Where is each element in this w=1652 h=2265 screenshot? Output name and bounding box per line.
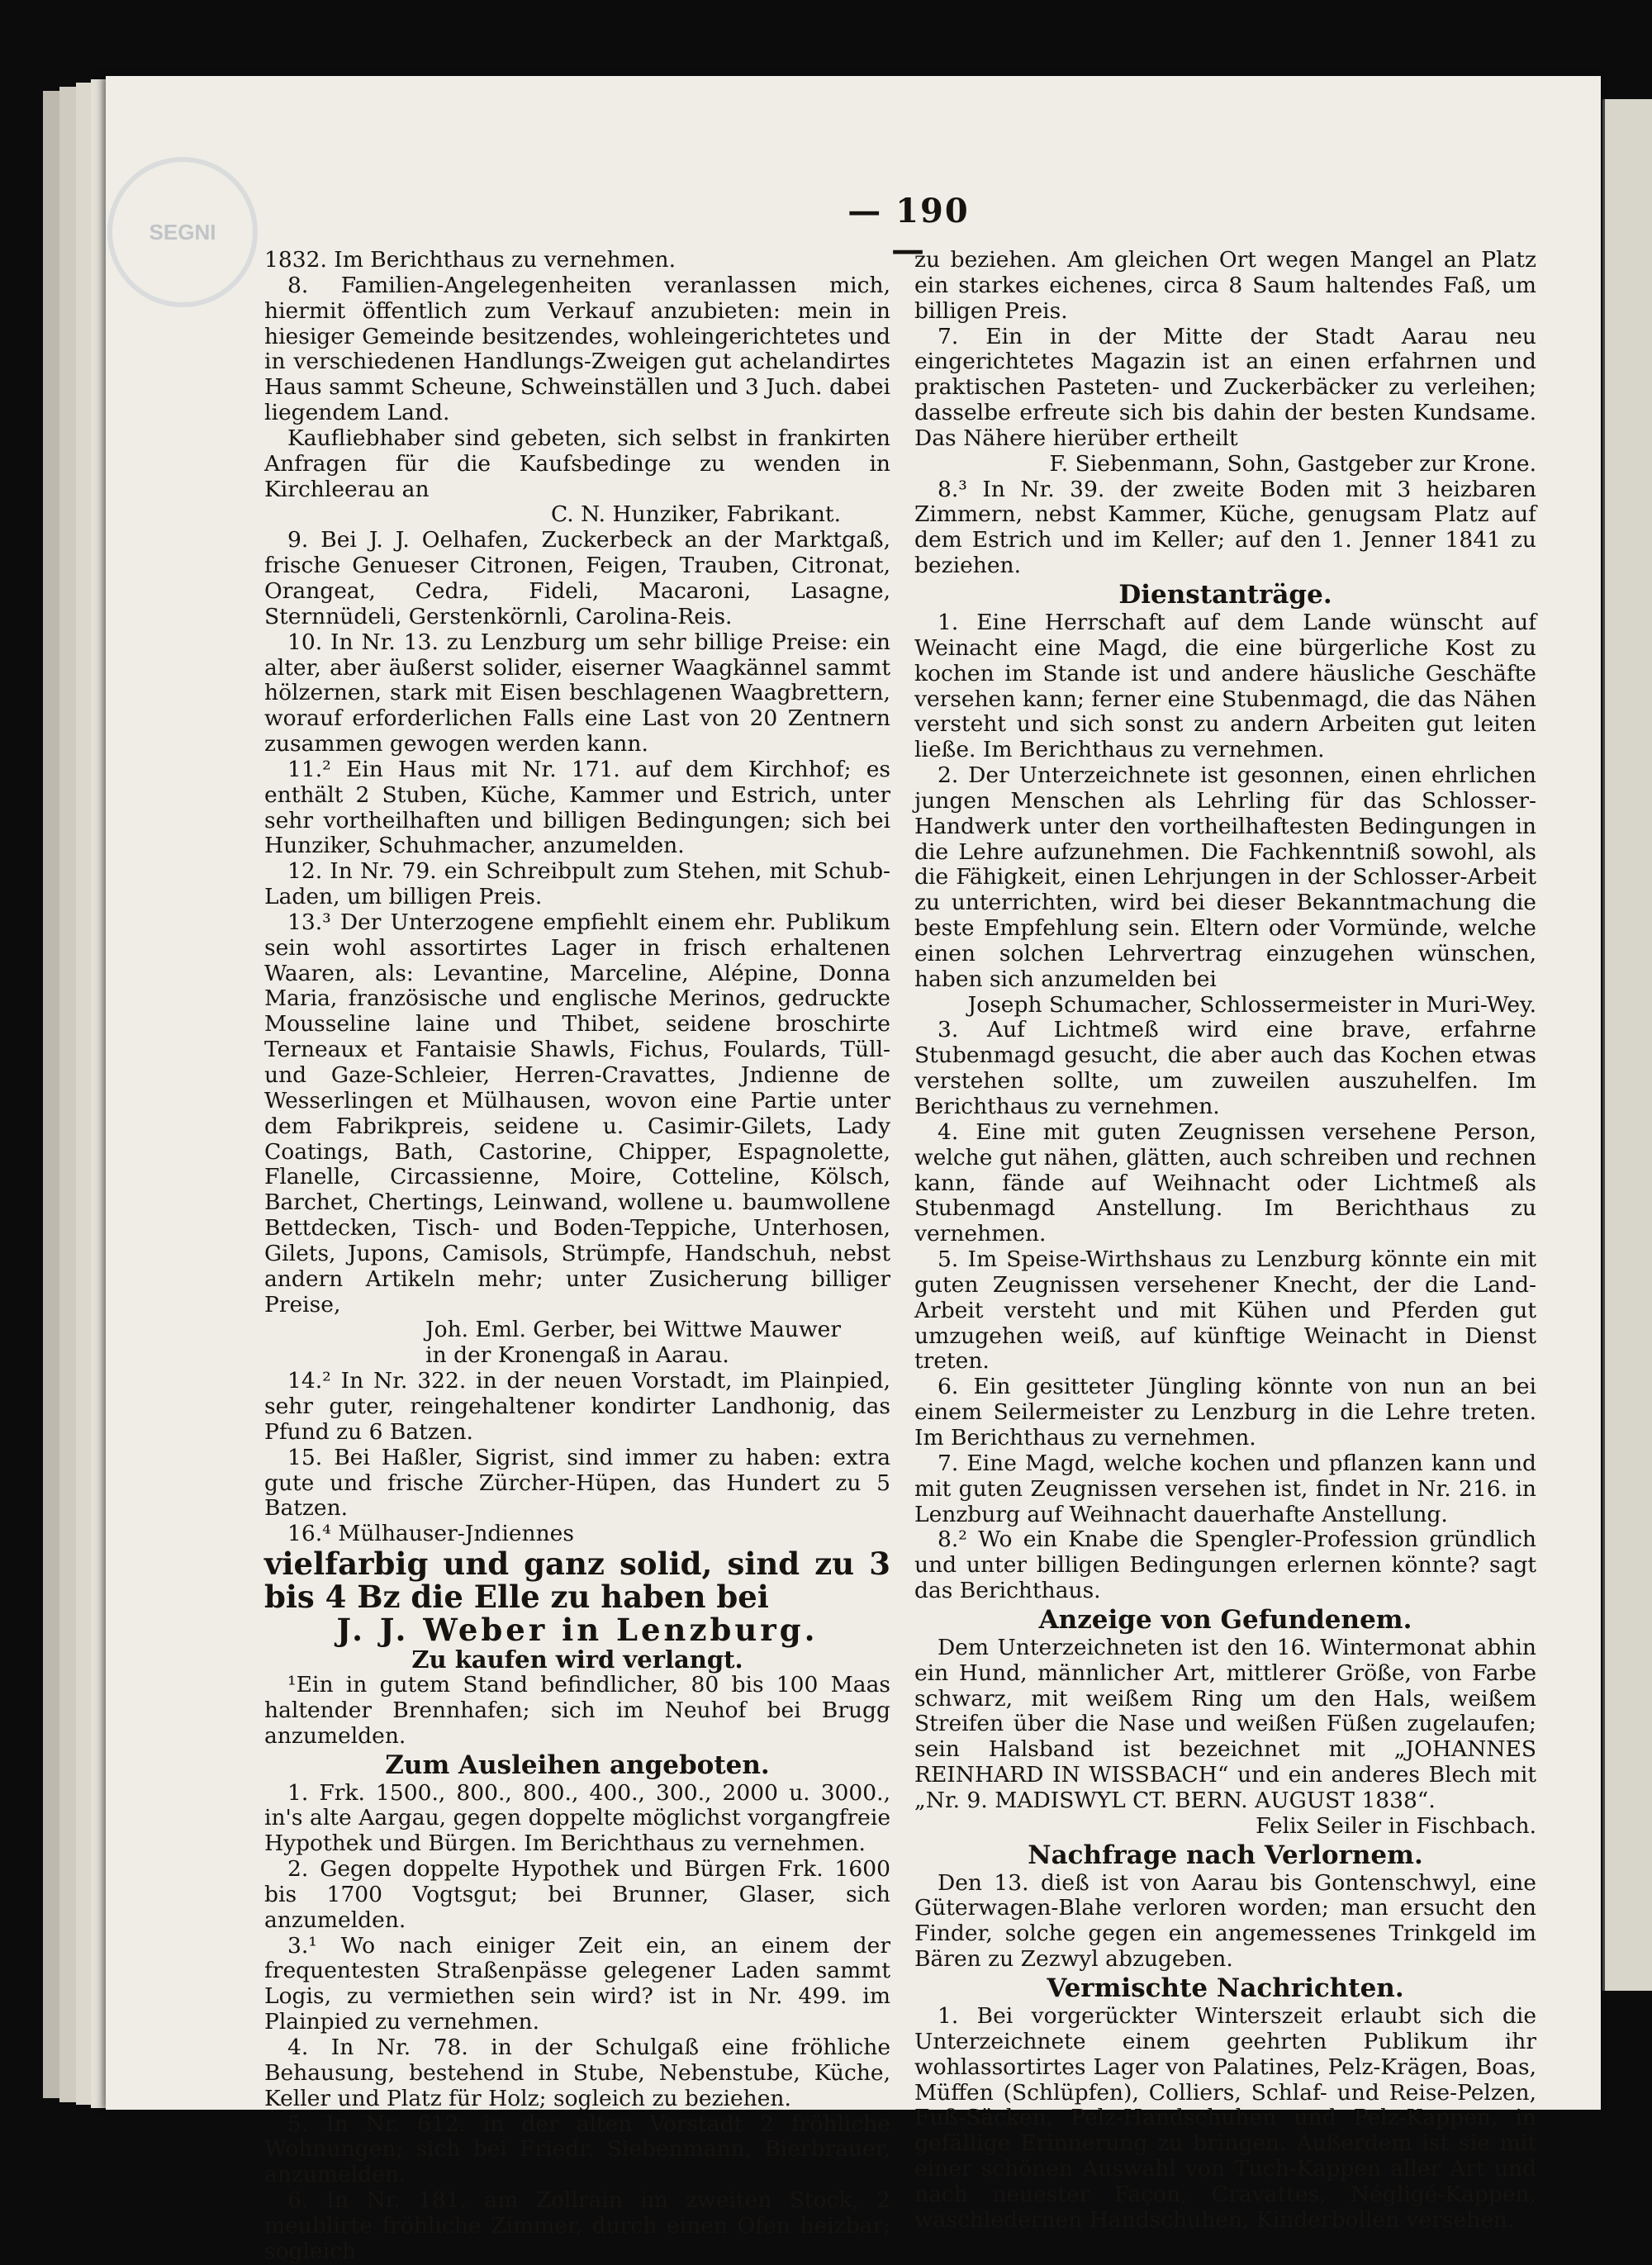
paragraph: 8.² Wo ein Knabe die Spengler-Profession gründlich und unter billigen Bedingungen erlernen könnte? sagt das Berichthaus. [914,1527,1536,1604]
paragraph: Joh. Eml. Gerber, bei Wittwe Mauwer [425,1317,841,1343]
paragraph: 2. Gegen doppelte Hypothek und Bürgen Frk. 1600 bis 1700 Vogtsgut; bei Brunner, Glaser, sich anzumelden. [264,1856,890,1933]
paragraph: Dem Unterzeichneten ist den 16. Wintermonat abhin ein Hund, männlicher Art, mittlerer Größe, von Farbe schwarz, mit weißem Ring um den Hals, weißem Streifen über die Nase und weißen Füßen zugelaufen; sein Halsband ist bezeichnet mit „JOHANNES REINHARD IN WISSBACH“ und ein anderes Blech mit „Nr. 9. MADISWYL CT. BERN. AUGUST 1838“. [914,1634,1536,1813]
paragraph: F. Siebenmann, Sohn, Gastgeber zur Krone. [1049,450,1536,477]
paragraph: 11.² Ein Haus mit Nr. 171. auf dem Kirchhof; es enthält 2 Stuben, Küche, Kammer und Estrich, unter sehr vortheilhaften und billigen Bedingungen; sich bei Hunziker, Schuhmacher, anzumelden. [264,756,890,859]
paragraph: 12. In Nr. 79. ein Schreibpult zum Stehen, mit Schub-Laden, um billigen Preis. [264,858,890,910]
left-column [264,248,890,2265]
right-column [914,248,1536,2234]
paragraph: C. N. Hunziker, Fabrikant. [550,501,841,528]
paragraph: 5. Im Speise-Wirthshaus zu Lenzburg könnte ein mit guten Zeugnissen versehener Knecht, der die Land-Arbeit versteht und mit Kühen und Pferden gut umzugehen weiß, auf künftige Weinacht in Dienst treten. [914,1246,1536,1375]
paragraph: 8.³ In Nr. 39. der zweite Boden mit 3 heizbaren Zimmern, nebst Kammer, Küche, genugsam Platz auf dem Estrich und im Keller; auf den 1. Jenner 1841 zu beziehen. [914,476,1536,579]
paragraph: 13.³ Der Unterzogene empfiehlt einem ehr. Publikum sein wohl assortirtes Lager in frisch erhaltenen Waaren, als: Levantine, Marceline, Alépine, Donna Maria, französische und englische Merinos, gedruckte Mousseline laine und Thibet, seidene broschirte Terneaux et Fantaisie Shawls, Fichus, Foulards, Tüll- und Gaze-Schleier, Herren-Cravattes, Jndienne de Wesserlingen et Mülhausen, wovon eine Partie unter dem Fabrikpreis, seidene u. Casimir-Gilets, Lady Coatings, Bath, Castorine, Chipper, Espagnolette, Flanelle, Circassienne, Moire, Cotteline, Kölsch, Barchet, Chertings, Leinwand, wollene u. baumwollene Bettdecken, Tisch- und Boden-Teppiche, Unterhosen, Gilets, Jupons, Camisols, Strümpfe, Handschuh, nebst andern Artikeln mehr; unter Zusicherung billiger Preise, [264,909,890,1318]
paragraph: 14.² In Nr. 322. in der neuen Vorstadt, im Plainpied, sehr guter, reingehaltener kondirter Landhonig, das Pfund zu 6 Batzen. [264,1368,890,1445]
paragraph: 1. Frk. 1500., 800., 800., 400., 300., 2000 u. 3000., in's alte Aargau, gegen doppelte möglichst vorgangfreie Hypothek und Bürgen. Im Berichthaus zu vernehmen. [264,1779,890,1857]
section-heading: Nachfrage nach Verlornem. [1028,1840,1423,1870]
facing-page-edge [1602,99,1652,1991]
section-heading: Zum Ausleihen angeboten. [385,1750,770,1780]
paragraph: in der Kronengaß in Aarau. [425,1342,729,1369]
paragraph: 4. Eine mit guten Zeugnissen versehene Person, welche gut nähen, glätten, auch schreiben und rechnen kann, fände auf Weihnacht oder Lichtmeß als Stubenmagd Anstellung. Im Berichthaus zu vernehmen. [914,1118,1536,1247]
stamp-text: SEGNI [149,219,216,245]
paragraph: 6. Ein gesitteter Jüngling könnte von nun an bei einem Seilermeister zu Lenzburg in die Lehre treten. Im Berichthaus zu vernehmen. [914,1374,1536,1451]
paragraph: Joseph Schumacher, Schlossermeister in Muri-Wey. [967,991,1536,1018]
paragraph: 3. Auf Lichtmeß wird eine brave, erfahrne Stubenmagd gesucht, die aber auch das Kochen etwas verstehen sollte, um zuweilen auszuhelfen. Im Berichthaus zu vernehmen. [914,1017,1536,1119]
paragraph: 2. Der Unterzeichnete ist gesonnen, einen ehrlichen jungen Menschen als Lehrling für das Schlosser-Handwerk unter den vortheilhaftesten Bedingungen in die Lehre aufzunehmen. Die Fachkenntniß sowohl, als die Fähigkeit, einen Lehrjungen in der Schlosser-Arbeit zu unterrichten, wird bei dieser Bekanntmachung die beste Empfehlung sein. Eltern oder Vormünde, welche einen solchen Lehrvertrag einzugehen wünschen, haben sich anzumelden bei [914,762,1536,992]
page-number: — 190 — [847,192,970,269]
paragraph: 5. In Nr. 612. in der alten Vorstadt 2 fröhliche Wohnungen; sich bei Friedr. Siebenmann, Bierbrauer, anzumelden. [264,2111,890,2188]
paragraph: ¹Ein in gutem Stand befindlicher, 80 bis 100 Maas haltender Brennhafen; sich im Neuhof bei Brugg anzumelden. [264,1672,890,1749]
section-heading: Zu kaufen wird verlangt. [411,1645,743,1674]
paragraph: 7. Eine Magd, welche kochen und pflanzen kann und mit guten Zeugnissen versehen ist, findet in Nr. 216. in Lenzburg auf Weihnacht dauerhafte Anstellung. [914,1450,1536,1527]
section-heading: Dienstanträge. [1118,579,1332,610]
paragraph: 15. Bei Haßler, Sigrist, sind immer zu haben: extra gute und frische Zürcher-Hüpen, das Hundert zu 5 Batzen. [264,1444,890,1522]
section-heading: Anzeige von Gefundenem. [1038,1604,1412,1635]
paragraph: zu beziehen. Am gleichen Ort wegen Mangel an Platz ein starkes eichenes, circa 8 Saum haltendes Faß, um billigen Preis. [914,247,1536,324]
paragraph: Felix Seiler in Fischbach. [1256,1812,1536,1839]
paragraph: 1. Eine Herrschaft auf dem Lande wünscht auf Weinacht eine Magd, die eine bürgerliche Kost zu kochen im Stande ist und andere häusliche Geschäfte versehen kann; ferner eine Stubenmagd, die das Nähen versteht und sich sonst zu andern Arbeiten gut leiten ließe. Im Berichthaus zu vernehmen. [914,609,1536,763]
paragraph: vielfarbig und ganz solid, sind zu 3 bis 4 Bz die Elle zu haben bei [264,1546,890,1616]
paragraph: 16.⁴ Mülhauser-Jndiennes [287,1521,574,1547]
paragraph: 4. In Nr. 78. in der Schulgaß eine fröhliche Behausung, bestehend in Stube, Nebenstube, Küche, Keller und Platz für Holz; sogleich zu beziehen. [264,2035,890,2111]
paragraph: 9. Bei J. J. Oelhafen, Zuckerbeck an der Marktgaß, frische Genueser Citronen, Feigen, Trauben, Citronat, Orangeat, Cedra, Fideli, Macaroni, Lasagne, Sternnüdeli, Gerstenkörnli, Carolina-Reis. [264,527,890,629]
paragraph: 7. Ein in der Mitte der Stadt Aarau neu eingerichtetes Magazin ist an einen erfahrnen und praktischen Pasteten- und Zuckerbäcker zu verleihen; dasselbe erfreute sich bis dahin der besten Kundsame. Das Nähere hierüber ertheilt [914,323,1536,451]
paragraph: 1. Bei vorgerückter Winterszeit erlaubt sich die Unterzeichnete einem geehrten Publikum ihr wohlassortirtes Lager von Palatines, Pelz-Krägen, Boas, Müffen (Schlüpfen), Colliers, Schlaf- und Reise-Pelzen, Fuß-Säcken, Pelz-Handschuhen und Pelz-Kappen, in gefällige Erinnerung zu bringen. Außerdem ist sie mit einer schönen Auswahl von Tuch-Kappen aller Art und nach neuester Façon, Cravattes, Négligé-Kappen, waschledernen Handschuhen, Kinderbollen versehen. [914,2003,1536,2233]
paragraph: 3.¹ Wo nach einiger Zeit ein, an einem der frequentesten Straßenpässe gelegener Laden sammt Logis, zu vermiethen sein wird? ist in Nr. 499. im Plainpied zu vernehmen. [264,1932,890,2035]
paragraph: 6. In Nr. 181. am Zollrain im zweiten Stock, 2 meublirte fröhliche Zimmer, durch einen Ofen heizbar; sogleich [264,2187,890,2264]
paragraph: Den 13. dieß ist von Aarau bis Gontenschwyl, eine Güterwagen-Blahe verloren worden; man ersucht den Finder, solche gegen ein angemessenes Trinkgeld im Bären zu Zezwyl abzugeben. [914,1869,1536,1973]
library-stamp [107,157,258,307]
paragraph: J. J. Weber in Lenzburg. [336,1612,819,1649]
paragraph: Kaufliebhaber sind gebeten, sich selbst in frankirten Anfragen für die Kaufsbedinge zu wenden in Kirchleerau an [264,425,890,502]
paragraph: 1832. Im Berichthaus zu vernehmen. [264,247,676,273]
paragraph: 10. In Nr. 13. zu Lenzburg um sehr billige Preise: ein alter, aber äußerst solider, eiserner Waagkännel sammt hölzernen, stark mit Eisen beschlagenen Waagbrettern, worauf erforderlichen Falls eine Last von 20 Zentnern zusammen gewogen werden kann. [264,629,890,757]
paragraph: 8. Familien-Angelegenheiten veranlassen mich, hiermit öffentlich zum Verkauf anzubieten: mein in hiesiger Gemeinde besitzendes, wohleingerichtetes und in verschiedenen Handlungs-Zweigen gut achelandirtes Haus sammt Scheune, Schweinställen und 3 Juch. dabei liegendem Land. [264,272,890,426]
section-heading: Vermischte Nachrichten. [1047,1973,1404,2003]
